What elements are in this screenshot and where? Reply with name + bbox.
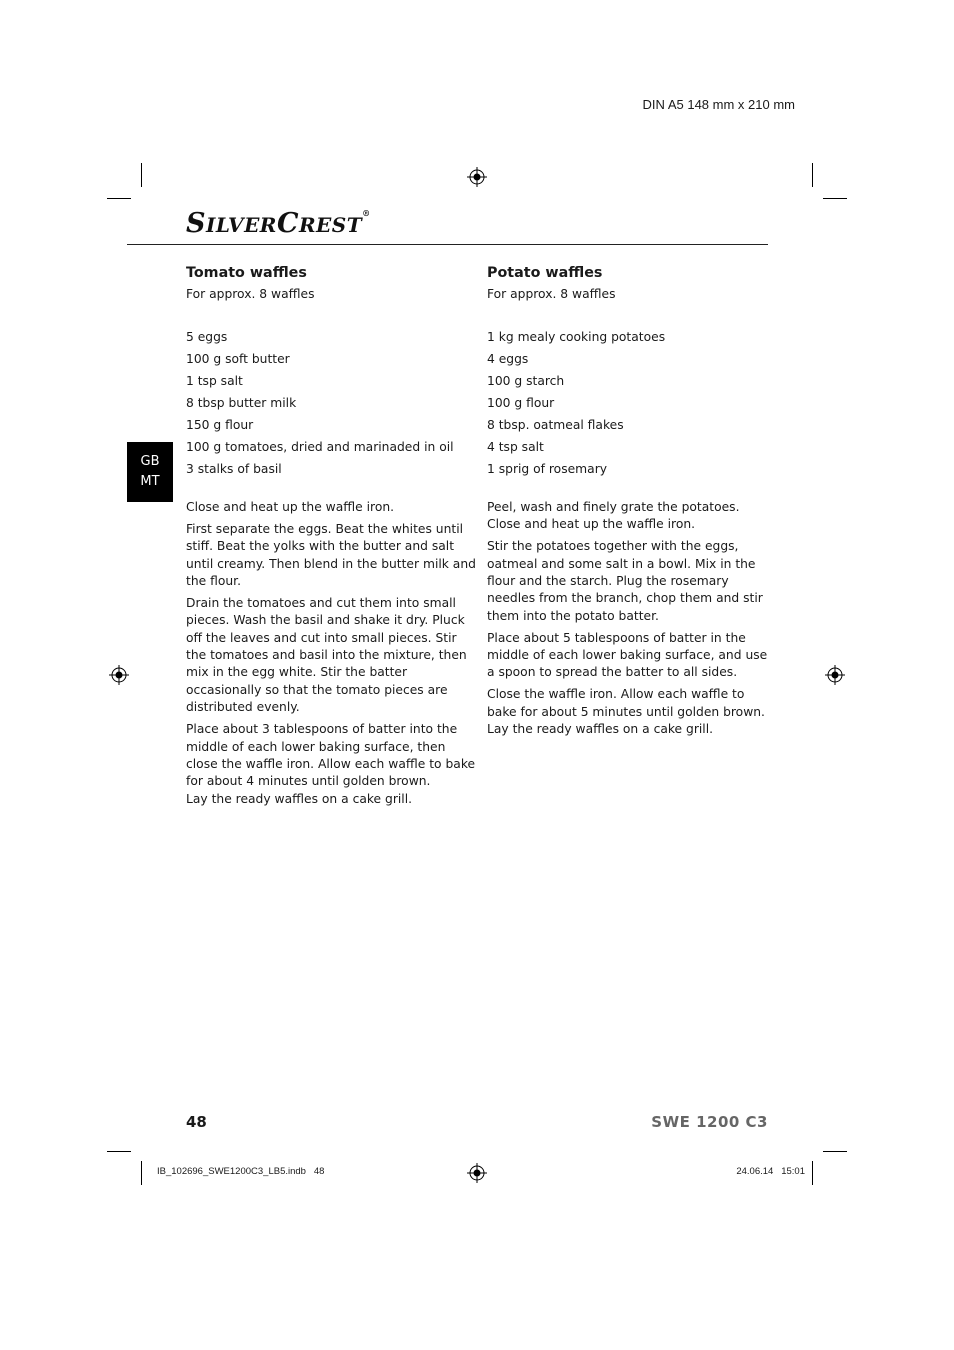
ingredient: 1 tsp salt — [186, 374, 243, 389]
ingredient: 150 g flour — [186, 418, 254, 433]
recipe-yield: For approx. 8 waffles — [186, 287, 315, 301]
ingredient-list — [487, 329, 777, 478]
slug-timestamp: 24.06.14 15:01 — [736, 1166, 805, 1177]
ingredient: 8 tbsp butter milk — [186, 396, 297, 411]
registration-mark-icon — [467, 167, 487, 187]
instruction-step: Close the waffle iron. Allow each waffle to bake for about 5 minutes until golden brown. Lay the ready waffles on a cake grill. — [487, 687, 765, 737]
instruction-step: Place about 5 tablespoons of batter in the middle of each lower baking surface, and use a spoon to spread the batter to all sides. — [487, 630, 768, 680]
brand-logo — [186, 208, 371, 239]
instruction-step: Stir the potatoes together with the eggs, oatmeal and some salt in a bowl. Mix in the flour and the starch. Plug the rosemary needles from the branch, chop them and stir them into the potato batter. — [487, 539, 763, 623]
ingredient: 1 kg mealy cooking potatoes — [487, 330, 666, 345]
ingredient: 4 eggs — [487, 352, 529, 367]
instruction-step: Lay the ready waffles on a cake grill. — [186, 791, 413, 806]
header-rule — [127, 244, 768, 245]
registered-mark: ® — [362, 208, 371, 218]
ingredient: 8 tbsp. oatmeal flakes — [487, 418, 624, 433]
registration-mark-icon — [109, 665, 129, 685]
instruction-steps — [186, 499, 476, 808]
ingredient: 100 g tomatoes, dried and marinaded in oil — [186, 440, 454, 455]
print-spec: DIN A5 148 mm x 210 mm — [642, 97, 795, 112]
crop-mark-top-right-h — [823, 198, 847, 199]
ingredient: 1 sprig of rosemary — [487, 462, 608, 477]
potato-recipe — [487, 263, 777, 743]
instruction-step: Peel, wash and finely grate the potatoes. — [487, 499, 740, 514]
language-code: GB — [140, 454, 160, 469]
instruction-step: Close and heat up the waffle iron. — [186, 499, 395, 514]
registration-mark-icon — [467, 1163, 487, 1183]
language-code: MT — [140, 474, 160, 489]
crop-mark-bottom-left-v — [141, 1161, 142, 1185]
ingredient-list — [186, 329, 476, 478]
slug-filename: IB_102696_SWE1200C3_LB5.indb 48 — [157, 1166, 325, 1177]
crop-mark-bottom-right-v — [812, 1161, 813, 1185]
crop-mark-top-left-h — [107, 198, 131, 199]
page-number: 48 — [186, 1113, 207, 1131]
recipe-yield: For approx. 8 waffles — [487, 287, 616, 301]
crop-mark-top-left-v — [141, 163, 142, 187]
logo-letter: S — [186, 208, 206, 239]
instruction-step: First separate the eggs. Beat the whites until stiff. Beat the yolks with the butter and salt until creamy. Then blend in the butter milk and the flour. — [186, 521, 476, 588]
instruction-step: Place about 3 tablespoons of batter into the middle of each lower baking surface, then close the waffle iron. Allow each waffle to bake for about 4 minutes until golden brown. — [186, 722, 476, 789]
language-tab — [127, 442, 173, 502]
ingredient: 100 g flour — [487, 396, 555, 411]
registration-mark-icon — [825, 665, 845, 685]
instruction-steps — [487, 499, 777, 739]
crop-mark-top-right-v — [812, 163, 813, 187]
ingredient: 100 g starch — [487, 374, 565, 389]
model-number: SWE 1200 C3 — [651, 1113, 768, 1131]
ingredient: 4 tsp salt — [487, 440, 544, 455]
logo-letters: REST — [298, 213, 363, 237]
instruction-step: Drain the tomatoes and cut them into small pieces. Wash the basil and shake it dry. Pluck off the leaves and cut into small pieces. Stir the tomatoes and basil into the mixture, then mix in the egg white. Stir the batter occasionally so that the tomato pieces are distributed evenly. — [186, 595, 467, 715]
logo-letters: ILVER — [206, 213, 277, 237]
crop-mark-bottom-right-h — [823, 1151, 847, 1152]
ingredient: 3 stalks of basil — [186, 462, 282, 477]
logo-letter: C — [276, 208, 299, 239]
ingredient: 5 eggs — [186, 330, 228, 345]
instruction-step: Close and heat up the waffle iron. — [487, 517, 696, 532]
ingredient: 100 g soft butter — [186, 352, 290, 367]
recipe-title: Tomato waffles — [186, 265, 307, 281]
crop-mark-bottom-left-h — [107, 1151, 131, 1152]
tomato-recipe — [186, 263, 476, 813]
recipe-title: Potato waffles — [487, 265, 603, 281]
